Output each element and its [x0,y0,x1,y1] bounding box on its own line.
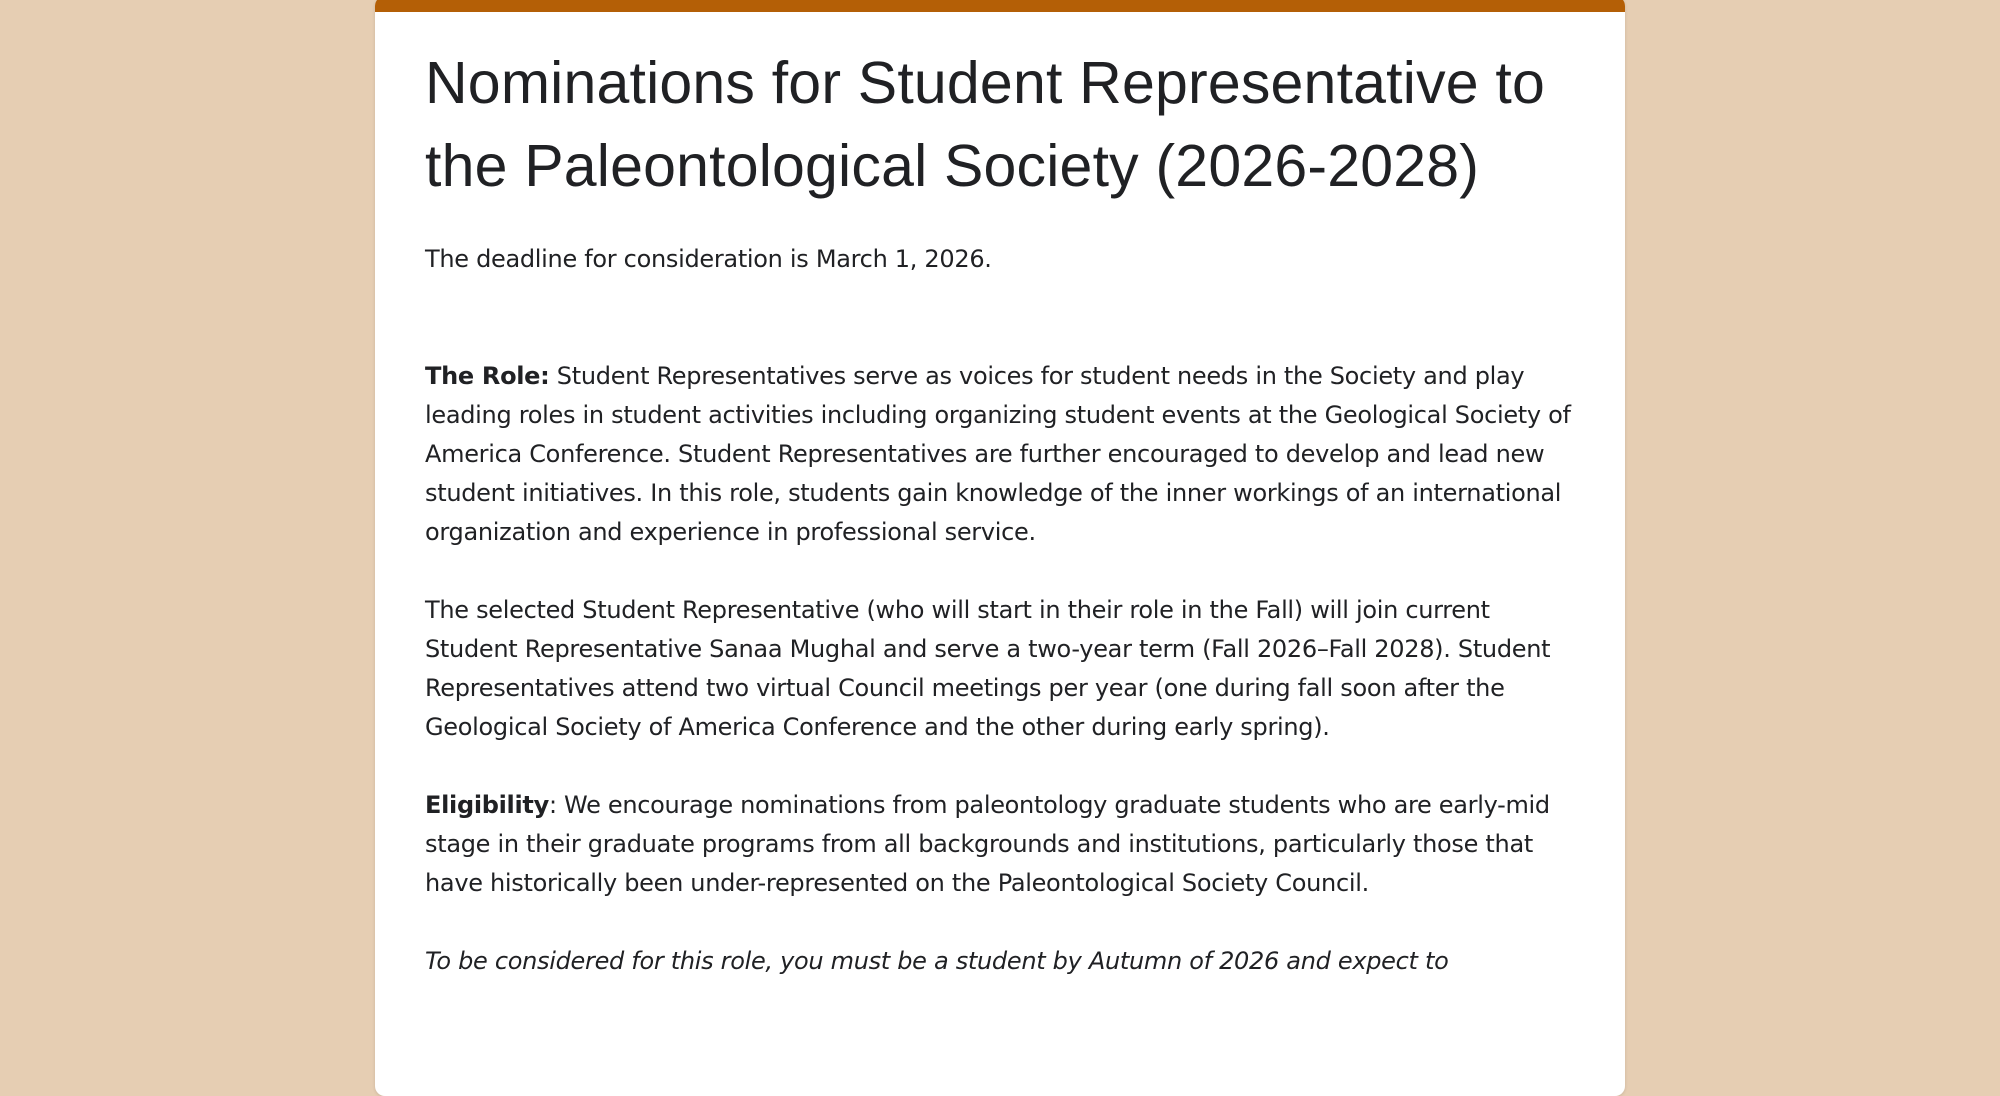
term-paragraph: The selected Student Representative (who will start in their role in the Fall) will join current Student Representative Sanaa Mughal and serve a two-year term (Fall 2026–Fall 2028). Student Representatives attend two virtual Council meetings per year (one during fall soon after the Geological Society of America Conference and the other during early spring). [425,596,1551,741]
deadline-text: The deadline for consideration is March 1, 2026. [425,245,992,273]
role-text: Student Representatives serve as voices for student needs in the Society and play leading roles in student activities including organizing student events at the Geological Society of America Conference. Student Representatives are further encouraged to develop and lead new student initiatives. In this role, students gain knowledge of the inner workings of an international organization and experience in professional service. [425,362,1571,546]
form-header [425,42,1575,981]
eligibility-paragraph [425,786,1575,903]
form-title: Nominations for Student Representative to the Paleontological Society (2026-2028) [425,50,1545,199]
form-card [375,0,1625,1096]
role-label: The Role: [425,362,550,390]
requirement-text: To be considered for this role, you must be a student by Autumn of 2026 and expect to [425,947,1449,975]
role-paragraph [425,357,1575,552]
form-description [425,240,1575,981]
requirement-paragraph [425,942,1575,981]
eligibility-text: : We encourage nominations from paleontology graduate students who are early-mid stage in their graduate programs from all backgrounds and institutions, particularly those that have historically been under-represented on the Paleontological Society Council. [425,791,1550,897]
form-accent-bar [375,0,1625,12]
eligibility-label: Eligibility [425,791,549,819]
